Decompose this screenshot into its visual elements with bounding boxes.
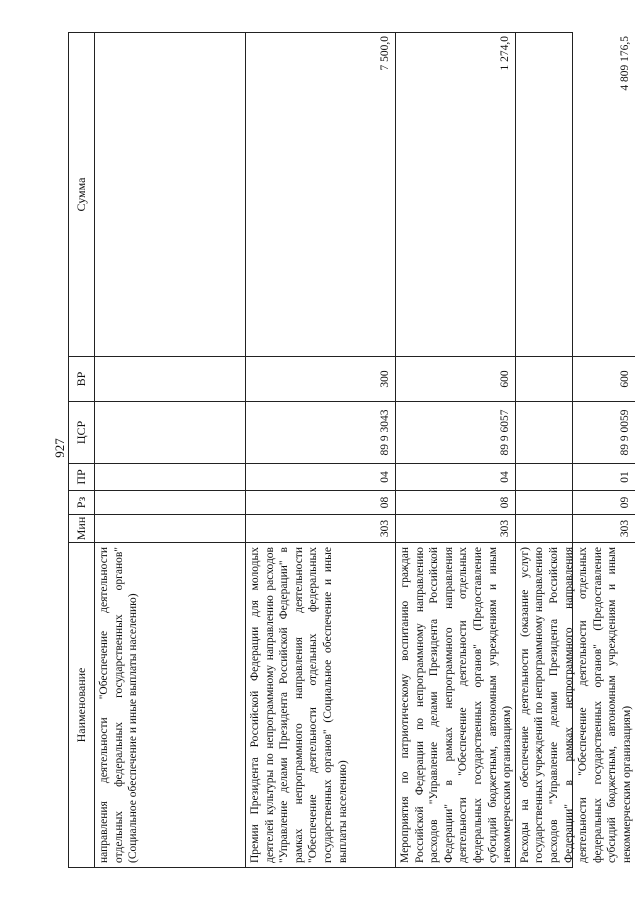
row-min: [95, 514, 246, 542]
row-name: Мероприятия по патриотическому воспитанию граждан Российской Федерации по непрограммному направлению расходов "Управление делами Президента Российской Федерации" в рамках непрограммного направления деятельности "Обеспечение деятельности отдельных федеральных государственных органов" (Предоставление субсидий бюджетным, автономным учреждениям и иным некоммерческим организациям): [396, 542, 516, 867]
row-sum: 7 500,0: [246, 33, 396, 356]
row-pr: 04: [246, 463, 396, 490]
row-csr: 89 9 6057: [396, 401, 516, 463]
row-vr: 300: [246, 356, 396, 401]
row-rz: 09: [516, 490, 635, 514]
landscape-page: [68, 32, 633, 868]
row-vr: [95, 356, 246, 401]
row-pr: 04: [396, 463, 516, 490]
row-pr: 01: [516, 463, 635, 490]
row-csr: 89 9 0059: [516, 401, 635, 463]
row-min: 303: [396, 514, 516, 542]
row-csr: 89 9 3043: [246, 401, 396, 463]
row-name: Премии Президента Российской Федерации для молодых деятелей культуры по непрограммному направлению расходов "Управление делами Президента Российской Федерации" в рамках непрограммного направления деятельности "Обеспечение деятельности отдельных федеральных государственных органов" (Социальное обеспечение и иные выплаты населению): [246, 542, 396, 867]
row-name: Расходы на обеспечение деятельности (оказание услуг) государственных учреждений по непрограммному направлению расходов "Управление делами Президента Российской Федерации" в рамках непрограммного направления деятельности "Обеспечение деятельности отдельных федеральных государственных органов" (Предоставление субсидий бюджетным, автономным учреждениям и иным некоммерческим организациям): [516, 542, 635, 867]
header-name: Наименование: [69, 542, 95, 867]
page-number: 927: [51, 438, 67, 458]
header-csr: ЦСР: [69, 401, 95, 463]
row-rz: [95, 490, 246, 514]
row-csr: [95, 401, 246, 463]
row-min: 303: [246, 514, 396, 542]
row-name: направления деятельности "Обеспечение деятельности отдельных федеральных государственных органов" (Социальное обеспечение и иные выплаты населению): [95, 542, 246, 867]
header-vr: ВР: [69, 356, 95, 401]
row-sum: 1 274,0: [396, 33, 516, 356]
row-vr: 600: [516, 356, 635, 401]
row-min: 303: [516, 514, 635, 542]
row-rz: 08: [396, 490, 516, 514]
row-rz: 08: [246, 490, 396, 514]
header-rz: Рз: [69, 490, 95, 514]
row-sum: [95, 33, 246, 356]
budget-table: [68, 32, 633, 868]
row-sum: 4 809 176,5: [618, 36, 631, 91]
header-pr: ПР: [69, 463, 95, 490]
row-vr: 600: [396, 356, 516, 401]
header-sum: Сумма: [69, 33, 95, 356]
header-min: Мин: [69, 514, 95, 542]
row-pr: [95, 463, 246, 490]
